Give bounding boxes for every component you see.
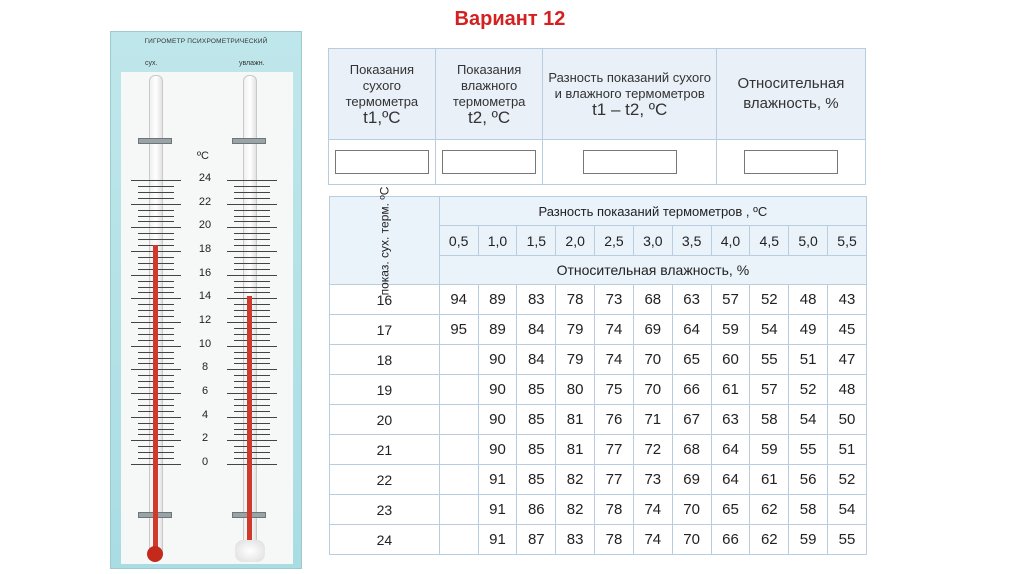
scale-number: 0 [201,456,209,468]
humidity-cell: 57 [711,285,750,315]
diff-value: 3,0 [633,226,672,256]
humidity-cell: 64 [711,465,750,495]
humidity-cell: 78 [595,525,634,555]
scale-tick [131,204,181,205]
difference-input[interactable] [583,150,677,174]
humidity-cell [439,435,478,465]
humidity-cell: 90 [478,375,517,405]
humidity-cell: 57 [750,375,789,405]
diff-value: 0,5 [439,226,478,256]
scale-tick [234,263,270,264]
dry-temp-cell: 21 [330,435,440,465]
table-row [330,285,867,315]
header-dry-reading: Показания сухого термометра t1,ºС [329,49,436,140]
answer-table [328,48,866,185]
humidity-cell: 43 [828,285,867,315]
scale-tick [227,204,277,205]
table-row [330,405,867,435]
humidity-cell: 64 [672,315,711,345]
scale-tick [234,434,270,435]
scale-tick [234,328,270,329]
dry-temp-cell: 17 [330,315,440,345]
humidity-cell: 90 [478,435,517,465]
humidity-cell: 58 [789,495,828,525]
scale-number: 12 [198,314,212,326]
humidity-cell: 81 [556,435,595,465]
humidity-cell: 54 [750,315,789,345]
table-row [330,375,867,405]
humidity-cell: 72 [633,435,672,465]
scale-tick [234,292,270,293]
humidity-cell: 54 [789,405,828,435]
wet-reading-input[interactable] [442,150,536,174]
scale-tick [227,417,277,418]
scale-tick [234,304,270,305]
scale-number: 2 [201,432,209,445]
scale-number: 18 [198,243,212,255]
scale-tick [138,192,174,193]
scale-tick [234,452,270,453]
humidity-cell: 73 [633,465,672,495]
scale-tick [234,257,270,258]
scale-tick [227,369,277,370]
scale-tick [227,464,277,465]
humidity-cell: 62 [750,495,789,525]
humidity-cell: 70 [633,345,672,375]
humidity-cell [439,465,478,495]
scale-tick [131,227,181,228]
table-row [330,495,867,525]
humidity-cell: 77 [595,465,634,495]
humidity-cell: 62 [750,525,789,555]
scale-tick [234,358,270,359]
scale-number: 16 [198,266,212,279]
scale-tick [234,245,270,246]
scale-tick [227,251,277,252]
humidity-cell: 82 [556,495,595,525]
humidity-cell: 91 [478,495,517,525]
humidity-cell: 85 [517,375,556,405]
humidity-cell: 74 [633,525,672,555]
wet-wick [235,540,265,562]
humidity-cell: 85 [517,405,556,435]
scale-tick [234,446,270,447]
scale-tick [234,352,270,353]
humidity-cell [439,345,478,375]
scale-tick [234,310,270,311]
psychrometric-table [329,186,867,555]
scale-number: 4 [201,408,209,421]
scale-number: 22 [198,195,212,208]
humidity-cell [439,495,478,525]
scale-tick [138,210,174,211]
scale-tick [234,239,270,240]
scale-tick [234,363,270,364]
variant-title: Вариант 12 [454,8,566,30]
header-relative-humidity: Относительная влажность, % [716,49,865,140]
diff-value: 2,0 [556,226,595,256]
humidity-cell: 74 [633,495,672,525]
humidity-cell: 94 [439,285,478,315]
hygrometer-title: ГИГРОМЕТР ПСИХРОМЕТРИЧЕСКИЙ [144,38,268,45]
dry-temp-cell: 20 [330,405,440,435]
scale-tick [234,381,270,382]
scale-tick [234,233,270,234]
diff-value: 5,0 [789,226,828,256]
humidity-cell: 65 [711,495,750,525]
scale-unit: ºС [197,150,209,162]
humidity-cell: 47 [828,345,867,375]
humidity-cell: 50 [828,405,867,435]
dry-thermometer-label: сух. [145,60,158,67]
scale-tick [234,399,270,400]
wet-thermometer-label: увлажн. [239,60,265,67]
humidity-cell: 59 [711,315,750,345]
dry-temp-cell: 24 [330,525,440,555]
dry-temp-cell: 19 [330,375,440,405]
humidity-cell: 84 [517,315,556,345]
scale-number: 24 [198,172,212,184]
scale-tick [234,269,270,270]
humidity-cell: 64 [711,435,750,465]
humidity-cell: 73 [595,285,634,315]
humidity-cell: 91 [478,525,517,555]
scale-tick [234,340,270,341]
humidity-cell: 48 [828,375,867,405]
wet-mercury-column [247,296,252,552]
table-row [330,525,867,555]
scale-tick [138,216,174,217]
humidity-cell [439,375,478,405]
dry-temp-cell: 22 [330,465,440,495]
humidity-cell: 66 [711,525,750,555]
humidity-cell: 70 [672,495,711,525]
humidity-cell: 61 [750,465,789,495]
humidity-cell: 59 [789,525,828,555]
scale-tick [227,298,277,299]
humidity-cell: 63 [672,285,711,315]
scale-tick [234,334,270,335]
humidity-cell: 77 [595,435,634,465]
scale-number: 14 [198,290,212,303]
humidity-cell: 68 [672,435,711,465]
humidity-cell: 56 [789,465,828,495]
humidity-cell: 51 [828,435,867,465]
humidity-cell: 68 [633,285,672,315]
humidity-cell: 84 [517,345,556,375]
humidity-cell: 78 [595,495,634,525]
humidity-cell: 45 [828,315,867,345]
diff-value: 1,5 [517,226,556,256]
humidity-cell: 66 [672,375,711,405]
scale-number: 6 [201,385,209,397]
humidity-cell: 80 [556,375,595,405]
humidity-cell: 63 [711,405,750,435]
scale-tick [138,198,174,199]
humidity-cell: 91 [478,465,517,495]
humidity-cell: 61 [711,375,750,405]
scale-tick [234,186,270,187]
table-row [330,465,867,495]
dry-reading-input[interactable] [335,150,429,174]
header-wet-reading: Показания влажного термометра t2, ºС [435,49,543,140]
humidity-cell: 70 [633,375,672,405]
scale-tick [227,393,277,394]
scale-tick [138,239,174,240]
humidity-cell: 81 [556,405,595,435]
scale-tick [234,198,270,199]
humidity-cell: 51 [789,345,828,375]
diff-value: 1,0 [478,226,517,256]
table-row [330,315,867,345]
humidity-cell: 49 [789,315,828,345]
humidity-cell: 83 [517,285,556,315]
humidity-cell: 79 [556,315,595,345]
humidity-cell: 70 [672,525,711,555]
humidity-cell: 75 [595,375,634,405]
header-difference: Разность показаний сухого и влажного термометров t1 – t2, ºС [543,49,716,140]
scale-tick [227,180,277,181]
humidity-cell: 86 [517,495,556,525]
humidity-cell: 65 [672,345,711,375]
row-header-dry-temp: показ. сух. терм. ºС [330,197,440,285]
humidity-cell: 48 [789,285,828,315]
humidity-cell: 90 [478,405,517,435]
humidity-cell: 78 [556,285,595,315]
humidity-cell: 69 [672,465,711,495]
dry-temp-cell: 18 [330,345,440,375]
wet-scale-ticks [227,32,277,570]
scale-tick [227,227,277,228]
scale-number: 20 [198,219,212,232]
humidity-input[interactable] [744,150,838,174]
humidity-cell: 54 [828,495,867,525]
humidity-cell: 69 [633,315,672,345]
humidity-cell: 52 [789,375,828,405]
humidity-cell: 52 [750,285,789,315]
diff-value: 2,5 [595,226,634,256]
scale-number: 8 [201,361,209,374]
scale-tick [227,440,277,441]
humidity-cell [439,525,478,555]
table-row [330,345,867,375]
diff-value: 4,5 [750,226,789,256]
scale-tick [234,287,270,288]
scale-tick [131,180,181,181]
scale-tick [138,186,174,187]
diff-value: 4,0 [711,226,750,256]
humidity-cell: 82 [556,465,595,495]
humidity-header: Относительная влажность, % [439,256,866,285]
diff-header: Разность показаний термометров , ºС [439,197,866,226]
scale-tick [234,429,270,430]
humidity-cell: 85 [517,435,556,465]
humidity-cell: 74 [595,315,634,345]
humidity-cell: 60 [711,345,750,375]
scale-tick [138,233,174,234]
scale-tick [234,405,270,406]
scale-tick [227,322,277,323]
scale-tick [227,346,277,347]
diff-value: 5,5 [828,226,867,256]
humidity-cell: 52 [828,465,867,495]
dry-bulb [147,546,163,562]
humidity-cell: 67 [672,405,711,435]
humidity-cell: 85 [517,465,556,495]
scale-tick [234,210,270,211]
table-row [330,435,867,465]
scale-tick [234,316,270,317]
humidity-cell: 83 [556,525,595,555]
humidity-cell: 55 [828,525,867,555]
dry-temp-cell: 16 [330,285,440,315]
humidity-cell: 74 [595,345,634,375]
diff-value: 3,5 [672,226,711,256]
humidity-cell: 59 [750,435,789,465]
humidity-cell: 87 [517,525,556,555]
scale-tick [234,192,270,193]
humidity-cell: 55 [789,435,828,465]
scale-tick [234,221,270,222]
scale-tick [234,458,270,459]
humidity-cell: 79 [556,345,595,375]
dry-mercury-column [153,245,158,552]
scale-tick [234,281,270,282]
humidity-cell: 76 [595,405,634,435]
scale-number: 10 [198,337,212,350]
scale-tick [234,423,270,424]
humidity-cell: 90 [478,345,517,375]
humidity-cell: 89 [478,285,517,315]
scale-tick [234,411,270,412]
scale-tick [138,221,174,222]
scale-tick [234,216,270,217]
scale-tick [234,387,270,388]
humidity-cell: 55 [750,345,789,375]
humidity-cell [439,405,478,435]
humidity-cell: 95 [439,315,478,345]
humidity-cell: 89 [478,315,517,345]
scale-tick [234,375,270,376]
scale-tick [227,275,277,276]
dry-temp-cell: 23 [330,495,440,525]
humidity-cell: 58 [750,405,789,435]
humidity-cell: 71 [633,405,672,435]
